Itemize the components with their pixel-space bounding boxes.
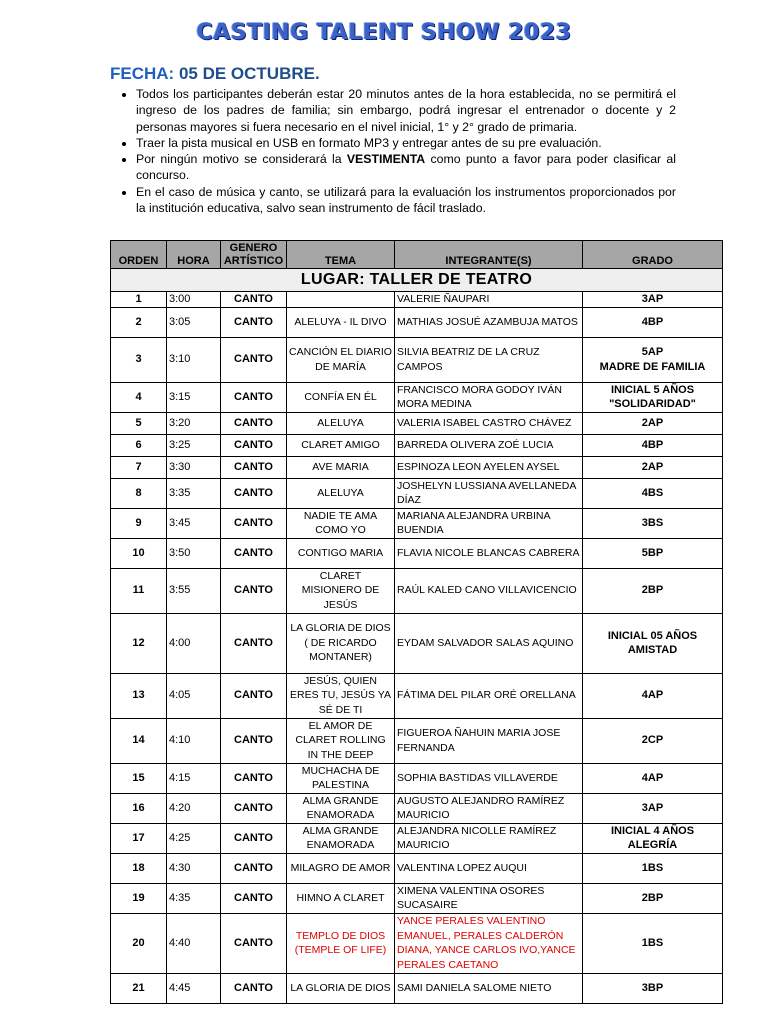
- cell-grado: 3BS: [583, 508, 723, 538]
- col-header-orden: ORDEN: [111, 241, 167, 269]
- cell-tema: ALELUYA: [287, 478, 395, 508]
- cell-tema: ALELUYA - IL DIVO: [287, 307, 395, 337]
- cell-tema: EL AMOR DE CLARET ROLLING IN THE DEEP: [287, 718, 395, 763]
- cell-grado: 4AP: [583, 673, 723, 718]
- table-row: [111, 913, 723, 973]
- cell-tema: ALMA GRANDE ENAMORADA: [287, 793, 395, 823]
- cell-integrantes: VALERIE ÑAUPARI: [395, 292, 583, 308]
- date-label: FECHA:: [110, 64, 175, 83]
- cell-hora: 4:15: [167, 763, 221, 793]
- cell-genero: CANTO: [221, 763, 287, 793]
- cell-hora: 3:35: [167, 478, 221, 508]
- cell-integrantes: XIMENA VALENTINA OSORES SUCASAIRE: [395, 883, 583, 913]
- cell-grado: INICIAL 4 AÑOS ALEGRÍA: [583, 823, 723, 853]
- cell-orden: 15: [111, 763, 167, 793]
- cell-integrantes: VALENTINA LOPEZ AUQUI: [395, 853, 583, 883]
- date-value: 05 DE OCTUBRE.: [178, 64, 320, 83]
- event-date: [110, 64, 320, 84]
- cell-tema: CANCIÓN EL DIARIO DE MARÍA: [287, 337, 395, 382]
- cell-genero: CANTO: [221, 913, 287, 973]
- cell-orden: 13: [111, 673, 167, 718]
- cell-orden: 7: [111, 456, 167, 478]
- cell-grado: 3AP: [583, 793, 723, 823]
- table-row: [111, 568, 723, 613]
- table-row: [111, 823, 723, 853]
- cell-hora: 3:55: [167, 568, 221, 613]
- cell-integrantes: FIGUEROA ÑAHUIN MARIA JOSE FERNANDA: [395, 718, 583, 763]
- cell-grado: 3AP: [583, 292, 723, 308]
- cell-hora: 3:45: [167, 508, 221, 538]
- rule-item: • Por ningún motivo se considerará la VESTIMENTA como punto a favor para poder clasificar al concurso.: [136, 151, 676, 184]
- cell-orden: 18: [111, 853, 167, 883]
- cell-orden: 11: [111, 568, 167, 613]
- cell-hora: 4:20: [167, 793, 221, 823]
- rule-emphasis: VESTIMENTA: [346, 152, 426, 167]
- table-row: [111, 382, 723, 412]
- cell-hora: 4:30: [167, 853, 221, 883]
- cell-integrantes: AUGUSTO ALEJANDRO RAMÍREZ MAURICIO: [395, 793, 583, 823]
- cell-grado: INICIAL 05 AÑOS AMISTAD: [583, 613, 723, 673]
- cell-grado: 5BP: [583, 538, 723, 568]
- cell-orden: 14: [111, 718, 167, 763]
- cell-hora: 3:50: [167, 538, 221, 568]
- col-header-genero: GENERO ARTÍSTICO: [221, 241, 287, 269]
- cell-grado: 2CP: [583, 718, 723, 763]
- schedule-table: [110, 240, 723, 1004]
- cell-integrantes: YANCE PERALES VALENTINO EMANUEL, PERALES CALDERÓN DIANA, YANCE CARLOS IVO,YANCE PERALES CAETANO: [395, 913, 583, 973]
- cell-hora: 4:35: [167, 883, 221, 913]
- cell-tema: CLARET AMIGO: [287, 434, 395, 456]
- rule-item: • Todos los participantes deberán estar 20 minutos antes de la hora establecida, no se permitirá el ingreso de los padres de familia; sin embargo, podrá ingresar el entrenador o docente y 2 personas mayores si fuera necesario en el nivel inicial, 1° y 2° grado de primaria.: [136, 86, 676, 135]
- table-row: [111, 337, 723, 382]
- cell-integrantes: JOSHELYN LUSSIANA AVELLANEDA DÍAZ: [395, 478, 583, 508]
- cell-orden: 6: [111, 434, 167, 456]
- cell-orden: 8: [111, 478, 167, 508]
- table-row: [111, 973, 723, 1003]
- cell-tema: ALELUYA: [287, 412, 395, 434]
- cell-hora: 4:45: [167, 973, 221, 1003]
- cell-grado: 4BP: [583, 307, 723, 337]
- page-title: CASTING TALENT SHOW 2023: [196, 20, 572, 45]
- cell-hora: 3:20: [167, 412, 221, 434]
- cell-tema: LA GLORIA DE DIOS ( DE RICARDO MONTANER): [287, 613, 395, 673]
- cell-integrantes: BARREDA OLIVERA ZOÉ LUCIA: [395, 434, 583, 456]
- col-header-tema: TEMA: [287, 241, 395, 269]
- cell-tema: [287, 292, 395, 308]
- cell-tema: HIMNO A CLARET: [287, 883, 395, 913]
- cell-tema: LA GLORIA DE DIOS: [287, 973, 395, 1003]
- cell-hora: 4:00: [167, 613, 221, 673]
- cell-orden: 12: [111, 613, 167, 673]
- cell-tema: MUCHACHA DE PALESTINA: [287, 763, 395, 793]
- col-header-integrantes: INTEGRANTE(S): [395, 241, 583, 269]
- cell-integrantes: FÁTIMA DEL PILAR ORÉ ORELLANA: [395, 673, 583, 718]
- cell-integrantes: MATHIAS JOSUÉ AZAMBUJA MATOS: [395, 307, 583, 337]
- cell-grado: 5AP MADRE DE FAMILIA: [583, 337, 723, 382]
- table-row: [111, 673, 723, 718]
- table-row: [111, 508, 723, 538]
- table-row: [111, 793, 723, 823]
- cell-hora: 4:25: [167, 823, 221, 853]
- venue-row: [111, 269, 723, 292]
- table-row: [111, 853, 723, 883]
- cell-hora: 3:25: [167, 434, 221, 456]
- cell-tema: TEMPLO DE DIOS (TEMPLE OF LIFE): [287, 913, 395, 973]
- cell-tema: CONFÍA EN ÉL: [287, 382, 395, 412]
- cell-genero: CANTO: [221, 412, 287, 434]
- cell-genero: CANTO: [221, 307, 287, 337]
- cell-tema: AVE MARIA: [287, 456, 395, 478]
- cell-hora: 4:10: [167, 718, 221, 763]
- cell-integrantes: ESPINOZA LEON AYELEN AYSEL: [395, 456, 583, 478]
- table-row: [111, 883, 723, 913]
- cell-genero: CANTO: [221, 793, 287, 823]
- table-row: [111, 718, 723, 763]
- cell-grado: 2AP: [583, 412, 723, 434]
- cell-integrantes: FRANCISCO MORA GODOY IVÁN MORA MEDINA: [395, 382, 583, 412]
- cell-tema: NADIE TE AMA COMO YO: [287, 508, 395, 538]
- cell-integrantes: VALERIA ISABEL CASTRO CHÁVEZ: [395, 412, 583, 434]
- cell-hora: 3:00: [167, 292, 221, 308]
- cell-genero: CANTO: [221, 718, 287, 763]
- cell-tema: CONTIGO MARIA: [287, 538, 395, 568]
- cell-genero: CANTO: [221, 883, 287, 913]
- rules-list: [118, 86, 676, 216]
- cell-grado: 1BS: [583, 913, 723, 973]
- cell-hora: 4:40: [167, 913, 221, 973]
- cell-tema: CLARET MISIONERO DE JESÚS: [287, 568, 395, 613]
- table-row: [111, 478, 723, 508]
- cell-genero: CANTO: [221, 973, 287, 1003]
- cell-hora: 3:05: [167, 307, 221, 337]
- rule-item: • Traer la pista musical en USB en formato MP3 y entregar antes de su pre evaluación.: [136, 135, 676, 151]
- cell-integrantes: RAÚL KALED CANO VILLAVICENCIO: [395, 568, 583, 613]
- cell-orden: 2: [111, 307, 167, 337]
- cell-orden: 21: [111, 973, 167, 1003]
- cell-integrantes: SILVIA BEATRIZ DE LA CRUZ CAMPOS: [395, 337, 583, 382]
- cell-genero: CANTO: [221, 434, 287, 456]
- cell-hora: 4:05: [167, 673, 221, 718]
- cell-grado: 2BP: [583, 568, 723, 613]
- cell-grado: 3BP: [583, 973, 723, 1003]
- cell-genero: CANTO: [221, 382, 287, 412]
- cell-genero: CANTO: [221, 853, 287, 883]
- table-row: [111, 292, 723, 308]
- cell-genero: CANTO: [221, 508, 287, 538]
- cell-grado: 1BS: [583, 853, 723, 883]
- cell-orden: 5: [111, 412, 167, 434]
- cell-genero: CANTO: [221, 613, 287, 673]
- cell-genero: CANTO: [221, 292, 287, 308]
- cell-integrantes: FLAVIA NICOLE BLANCAS CABRERA: [395, 538, 583, 568]
- cell-tema: JESÚS, QUIEN ERES TU, JESÚS YA SÉ DE TI: [287, 673, 395, 718]
- cell-integrantes: SOPHIA BASTIDAS VILLAVERDE: [395, 763, 583, 793]
- cell-integrantes: ALEJANDRA NICOLLE RAMÍREZ MAURICIO: [395, 823, 583, 853]
- cell-genero: CANTO: [221, 823, 287, 853]
- table-row: [111, 412, 723, 434]
- cell-genero: CANTO: [221, 337, 287, 382]
- cell-orden: 3: [111, 337, 167, 382]
- cell-genero: CANTO: [221, 478, 287, 508]
- table-row: [111, 613, 723, 673]
- cell-integrantes: MARIANA ALEJANDRA URBINA BUENDIA: [395, 508, 583, 538]
- cell-tema: ALMA GRANDE ENAMORADA: [287, 823, 395, 853]
- cell-genero: CANTO: [221, 673, 287, 718]
- cell-hora: 3:15: [167, 382, 221, 412]
- cell-genero: CANTO: [221, 538, 287, 568]
- table-row: [111, 307, 723, 337]
- cell-integrantes: SAMI DANIELA SALOME NIETO: [395, 973, 583, 1003]
- cell-grado: 4AP: [583, 763, 723, 793]
- cell-orden: 20: [111, 913, 167, 973]
- cell-orden: 9: [111, 508, 167, 538]
- cell-grado: INICIAL 5 AÑOS "SOLIDARIDAD": [583, 382, 723, 412]
- cell-orden: 1: [111, 292, 167, 308]
- cell-genero: CANTO: [221, 456, 287, 478]
- cell-grado: 2AP: [583, 456, 723, 478]
- cell-orden: 19: [111, 883, 167, 913]
- cell-orden: 17: [111, 823, 167, 853]
- rule-item: • En el caso de música y canto, se utilizará para la evaluación los instrumentos proporcionados por la institución educativa, salvo sean instrumento de fácil traslado.: [136, 184, 676, 217]
- table-row: [111, 456, 723, 478]
- cell-orden: 10: [111, 538, 167, 568]
- cell-genero: CANTO: [221, 568, 287, 613]
- venue-label: LUGAR: TALLER DE TEATRO: [111, 269, 723, 292]
- cell-grado: 4BP: [583, 434, 723, 456]
- table-row: [111, 538, 723, 568]
- cell-tema: MILAGRO DE AMOR: [287, 853, 395, 883]
- table-header-row: [111, 241, 723, 269]
- cell-integrantes: EYDAM SALVADOR SALAS AQUINO: [395, 613, 583, 673]
- col-header-grado: GRADO: [583, 241, 723, 269]
- cell-grado: 2BP: [583, 883, 723, 913]
- cell-hora: 3:10: [167, 337, 221, 382]
- cell-orden: 16: [111, 793, 167, 823]
- cell-orden: 4: [111, 382, 167, 412]
- col-header-hora: HORA: [167, 241, 221, 269]
- table-row: [111, 763, 723, 793]
- cell-hora: 3:30: [167, 456, 221, 478]
- table-row: [111, 434, 723, 456]
- cell-grado: 4BS: [583, 478, 723, 508]
